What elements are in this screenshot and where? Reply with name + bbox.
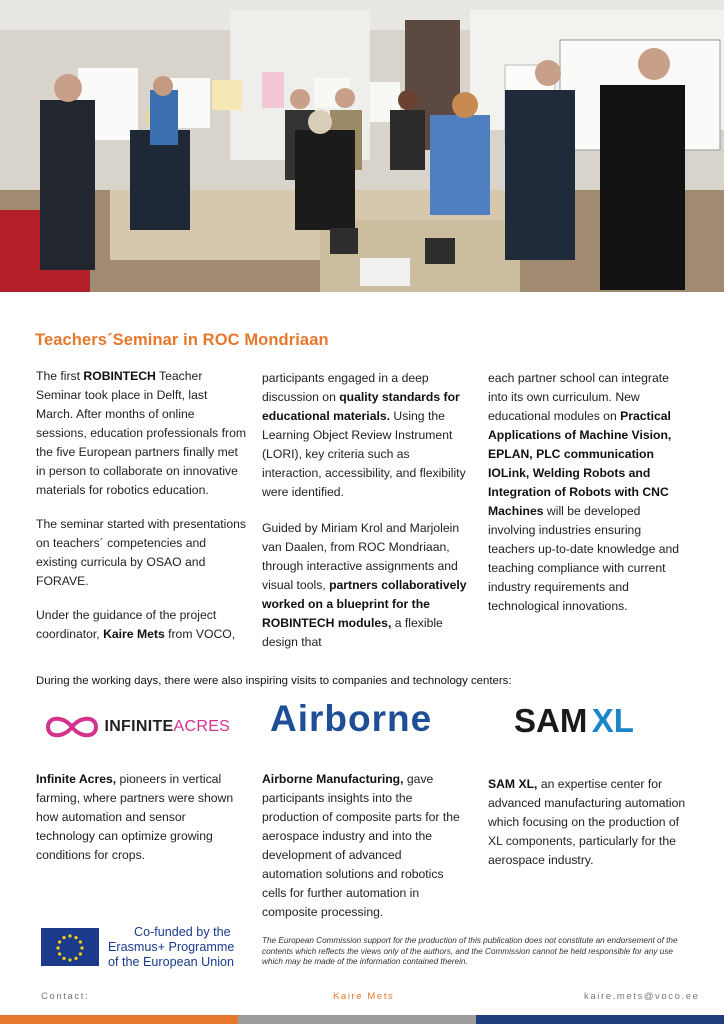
emphasis: quality standards for educational materials. (262, 390, 460, 423)
company-text: an expertise center for advanced manufacturing automation which focusing on the production of XL components, particularly for the aerospace industry. (488, 777, 686, 867)
paragraph (262, 519, 470, 652)
paragraph: The seminar started with presentations on teachers´ competencies and existing curricula by OSAO and FORAVE. (36, 517, 246, 588)
text-column-3 (488, 369, 688, 631)
sam-xl-logo (514, 702, 634, 740)
logo-text: SAM (514, 702, 588, 739)
text: Under the guidance of the project coordinator, (36, 608, 217, 641)
text: participants engaged in a deep discussion on (262, 371, 429, 404)
emphasis: partners collaboratively worked on a blueprint for the ROBINTECH modules, (262, 578, 467, 630)
visits-intro: During the working days, there were also inspiring visits to companies and technology centers: (36, 675, 512, 687)
logo-text: Airborne (270, 698, 433, 739)
contact-label: Contact: (41, 991, 90, 1002)
text-column-1 (36, 367, 246, 659)
seminar-photo-illustration (0, 0, 724, 292)
sam-xl-caption (488, 775, 688, 870)
text: from VOCO, (164, 627, 236, 641)
paragraph (262, 369, 470, 502)
company-text: gave participants insights into the production of composite parts for the aerospace industry and into the development of advanced automation solutions and robotics cells for further automation in composite processing. (262, 772, 460, 919)
contact-email[interactable]: kaire.mets@voco.ee (584, 991, 700, 1002)
company-name: SAM XL, (488, 777, 538, 791)
text: each partner school can integrate into its own curriculum. New educational modules on (488, 371, 669, 423)
text: will be developed involving industries ensuring teachers up-to-date knowledge and teaching compliance with current industry requirements and technological innovations. (488, 504, 680, 613)
eu-line: of the European Union (108, 955, 235, 969)
contact-name: Kaire Mets (333, 991, 395, 1002)
paragraph (36, 606, 246, 644)
emphasis: ROBINTECH (83, 369, 156, 383)
paragraph (36, 367, 246, 500)
logo-accent: XL (591, 702, 634, 739)
infinite-acres-logo (44, 712, 230, 742)
emphasis: Practical Applications of Machine Vision, EPLAN, PLC communication IOLink, Welding Robots and Integration of Robots with CNC Machines (488, 409, 672, 518)
eu-flag-icon (41, 928, 99, 966)
company-name: Infinite Acres, (36, 772, 117, 786)
emphasis: Kaire Mets (103, 627, 165, 641)
infinite-acres-caption (36, 770, 241, 865)
text: The first (36, 369, 84, 383)
text: Teacher Seminar took place in Delft, last March. After months of online sessions, education professionals from the five European partners finally met in person to collaborate on innovative materials for robotics education. (36, 369, 247, 497)
logo-text: INFINITE (104, 718, 174, 735)
text: Guided by Miriam Krol and Marjolein van Daalen, from ROC Mondriaan, through interactive assignments and visual tools, (262, 521, 460, 592)
infinity-icon (44, 712, 100, 742)
company-text: pioneers in vertical farming, where partners were shown how automation and sensor technology can optimize growing conditions for crops. (36, 772, 234, 862)
text: a flexible design that (262, 616, 443, 649)
text: Using the Learning Object Review Instrument (LORI), key criteria such as interaction, accessibility, and flexibility were identified. (262, 409, 466, 499)
text-column-2 (262, 369, 470, 667)
footer-bar-orange (0, 1015, 238, 1024)
seminar-photo (0, 0, 724, 292)
eu-line: Co-funded by the (134, 925, 231, 939)
footer-bar-grey (238, 1015, 476, 1024)
paragraph (488, 369, 688, 616)
eu-line: Erasmus+ Programme (108, 940, 235, 954)
airborne-logo (270, 698, 432, 740)
eu-cofunded-text (108, 925, 234, 970)
logo-accent: ACRES (173, 718, 231, 735)
company-name: Airborne Manufacturing, (262, 772, 404, 786)
airborne-caption (262, 770, 462, 922)
disclaimer: The European Commission support for the production of this publication does not constitute an endorsement of the contents which reflects the views only of the authors, and the Commission cannot be held responsible for any use which may be made of the information contained therein. (262, 936, 678, 966)
article-title: Teachers´Seminar in ROC Mondriaan (35, 331, 329, 349)
footer-bar-navy (476, 1015, 724, 1024)
